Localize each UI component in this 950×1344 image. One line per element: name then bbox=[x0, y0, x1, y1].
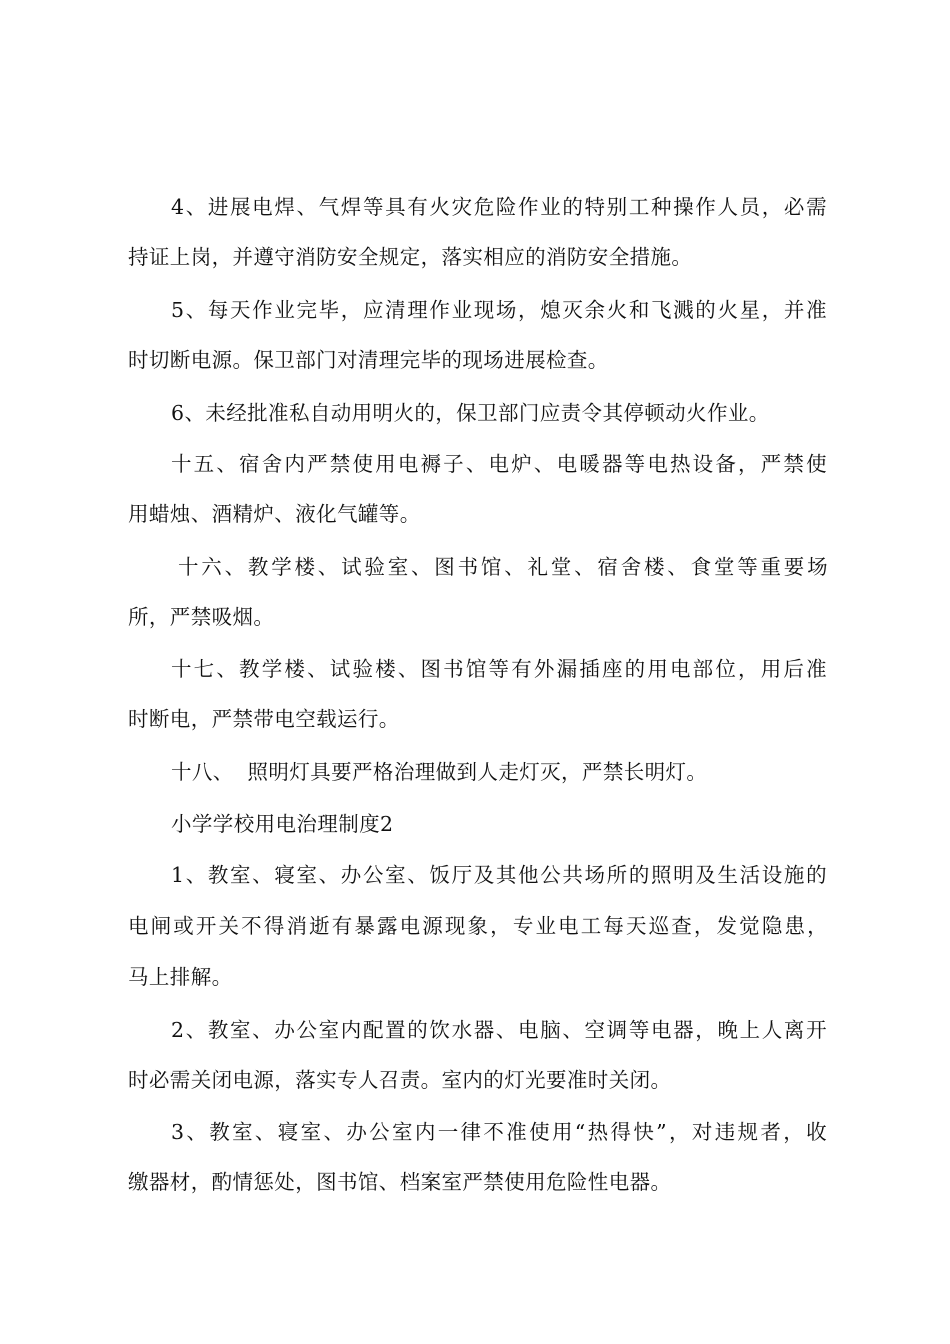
paragraph-4-line-2: 持证上岗，并遵守消防安全规定，落实相应的消防安全措施。 bbox=[128, 245, 693, 269]
rule-3-line-2: 缴器材，酌情惩处，图书馆、档案室严禁使用危险性电器。 bbox=[128, 1170, 672, 1194]
paragraph-17-line-1: 十七、教学楼、试验楼、图书馆等有外漏插座的用电部位，用后准 bbox=[171, 657, 827, 681]
paragraph-18-line-1: 十八、 照明灯具要严格治理做到人走灯灭，严禁长明灯。 bbox=[171, 760, 708, 784]
paragraph-17-line-2: 时断电，严禁带电空载运行。 bbox=[128, 707, 400, 731]
rule-1-line-2: 电闸或开关不得消逝有暴露电源现象，专业电工每天巡查，发觉隐患， bbox=[128, 914, 828, 938]
paragraph-15-line-1: 十五、宿舍内严禁使用电褥子、电炉、电暖器等电热设备，严禁使 bbox=[171, 452, 827, 476]
rule-2-line-2: 时必需关闭电源，落实专人召责。室内的灯光要准时关闭。 bbox=[128, 1068, 672, 1092]
rule-1-line-1: 1、教室、寝室、办公室、饭厅及其他公共场所的照明及生活设施的 bbox=[171, 863, 827, 887]
paragraph-16-line-1: 十六、教学楼、试验室、图书馆、礼堂、宿舍楼、食堂等重要场 bbox=[178, 555, 828, 579]
paragraph-15-line-2: 用蜡烛、酒精炉、液化气罐等。 bbox=[128, 502, 421, 526]
section-title: 小学学校用电治理制度2 bbox=[171, 812, 394, 836]
paragraph-4-line-1: 4、进展电焊、气焊等具有火灾危险作业的特别工种操作人员，必需 bbox=[171, 195, 827, 219]
paragraph-16-line-2: 所，严禁吸烟。 bbox=[128, 605, 275, 629]
rule-3-line-1: 3、教室、寝室、办公室内一律不准使用“热得快”，对违规者，收 bbox=[171, 1120, 827, 1144]
rule-1-line-3: 马上排解。 bbox=[128, 965, 233, 989]
paragraph-5-line-2: 时切断电源。保卫部门对清理完毕的现场进展检查。 bbox=[128, 348, 609, 372]
paragraph-5-line-1: 5、每天作业完毕，应清理作业现场，熄灭余火和飞溅的火星，并准 bbox=[171, 298, 827, 322]
rule-2-line-1: 2、教室、办公室内配置的饮水器、电脑、空调等电器，晚上人离开 bbox=[171, 1018, 827, 1042]
paragraph-6-line-1: 6、未经批准私自动用明火的，保卫部门应责令其停顿动火作业。 bbox=[171, 401, 770, 425]
